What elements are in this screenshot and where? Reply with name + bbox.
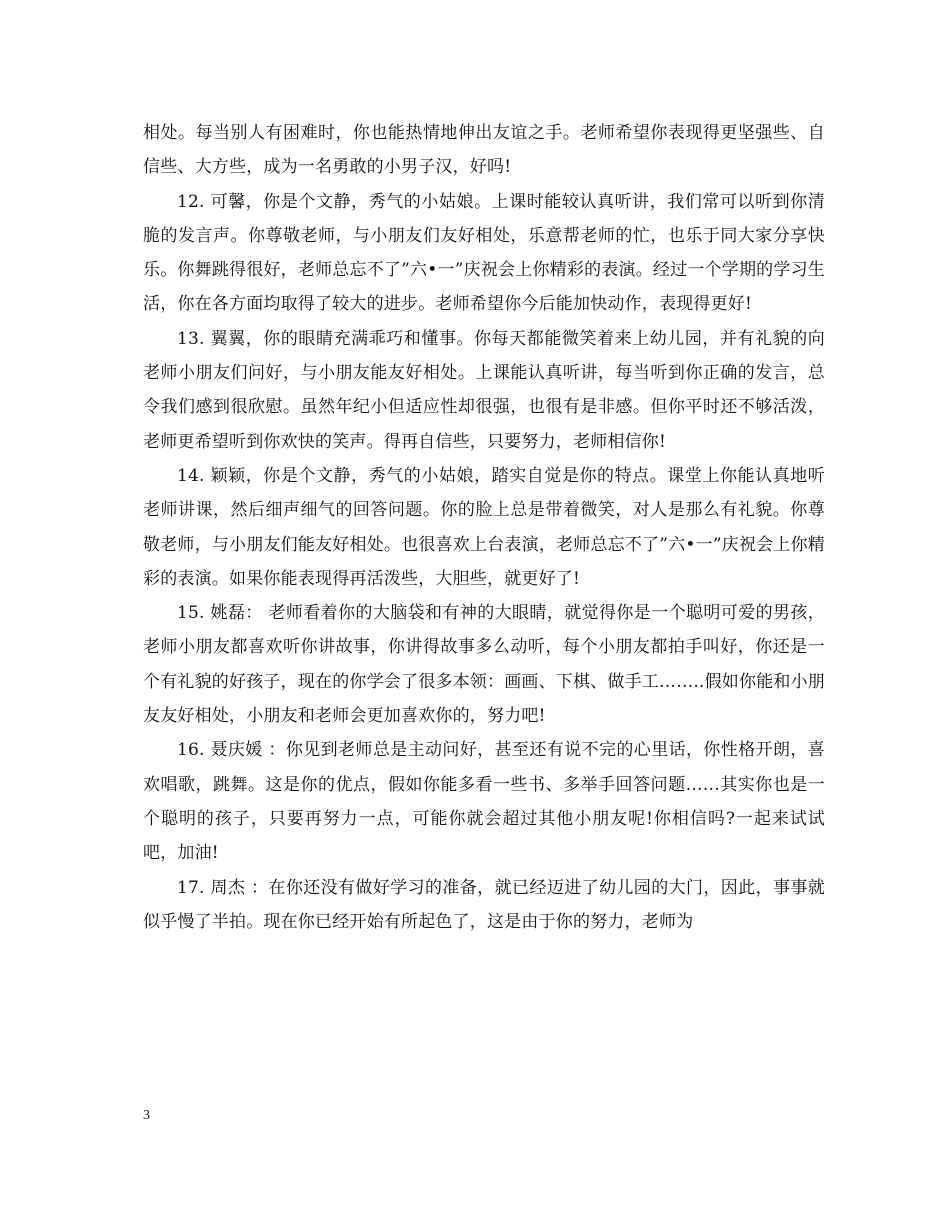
paragraph-comment-14: 14. 颖颖，你是个文静，秀气的小姑娘，踏实自觉是你的特点。课堂上你能认真地听老师讲课，然后细声细气的回答问题。你的脸上总是带着微笑，对人是那么有礼貌。你尊敬老师，与小朋友们能友好相处。也很喜欢上台表演，老师总忘不了”六•一”庆祝会上你精彩的表演。如果你能表现得再活泼些，大胆些，就更好了!: [143, 465, 825, 589]
paragraph-comment-12: 12. 可馨，你是个文静，秀气的小姑娘。上课时能较认真听讲，我们常可以听到你清脆的发言声。你尊敬老师，与小朋友们友好相处，乐意帮老师的忙，也乐于同大家分享快乐。你舞跳得很好，老师总忘不了”六•一”庆祝会上你精彩的表演。经过一个学期的学习生活，你在各方面均取得了较大的进步。老师希望你今后能加快动作，表现得更好!: [143, 191, 825, 315]
paragraph-comment-16: 16. 聂庆媛 ：你见到老师总是主动问好，甚至还有说不完的心里话，你性格开朗，喜欢唱歌，跳舞。这是你的优点，假如你能多看一些书、多举手回答问题……其实你也是一个聪明的孩子，只要再努力一点，可能你就会超过其他小朋友呢!你相信吗?一起来试试吧，加油!: [143, 740, 825, 864]
page-number: 3: [143, 1108, 150, 1123]
paragraph-comment-17: 17. 周杰 ：在你还没有做好学习的准备，就已经迈进了幼儿园的大门，因此，事事就似乎慢了半拍。现在你已经开始有所起色了，这是由于你的努力，老师为: [143, 877, 825, 932]
document-body: [143, 116, 825, 939]
paragraph-comment-13: 13. 翼翼，你的眼睛充满乖巧和懂事。你每天都能微笑着来上幼儿园，并有礼貌的向老师小朋友们问好，与小朋友能友好相处。上课能认真听讲，每当听到你正确的发言，总令我们感到很欣慰。虽然年纪小但适应性却很强，也很有是非感。但你平时还不够活泼，老师更希望听到你欢快的笑声。得再自信些，只要努力，老师相信你!: [143, 328, 825, 452]
paragraph-comment-15: 15. 姚磊： 老师看着你的大脑袋和有神的大眼睛，就觉得你是一个聪明可爱的男孩，老师小朋友都喜欢听你讲故事，你讲得故事多么动听，每个小朋友都拍手叫好，你还是一个有礼貌的好孩子，现在的你学会了很多本领：画画、下棋、做手工……..假如你能和小朋友友好相处，小朋友和老师会更加喜欢你的，努力吧!: [143, 603, 826, 727]
paragraph-continuation: 相处。每当别人有困难时，你也能热情地伸出友谊之手。老师希望你表现得更坚强些、自信些、大方些，成为一名勇敢的小男子汉，好吗!: [143, 123, 825, 178]
